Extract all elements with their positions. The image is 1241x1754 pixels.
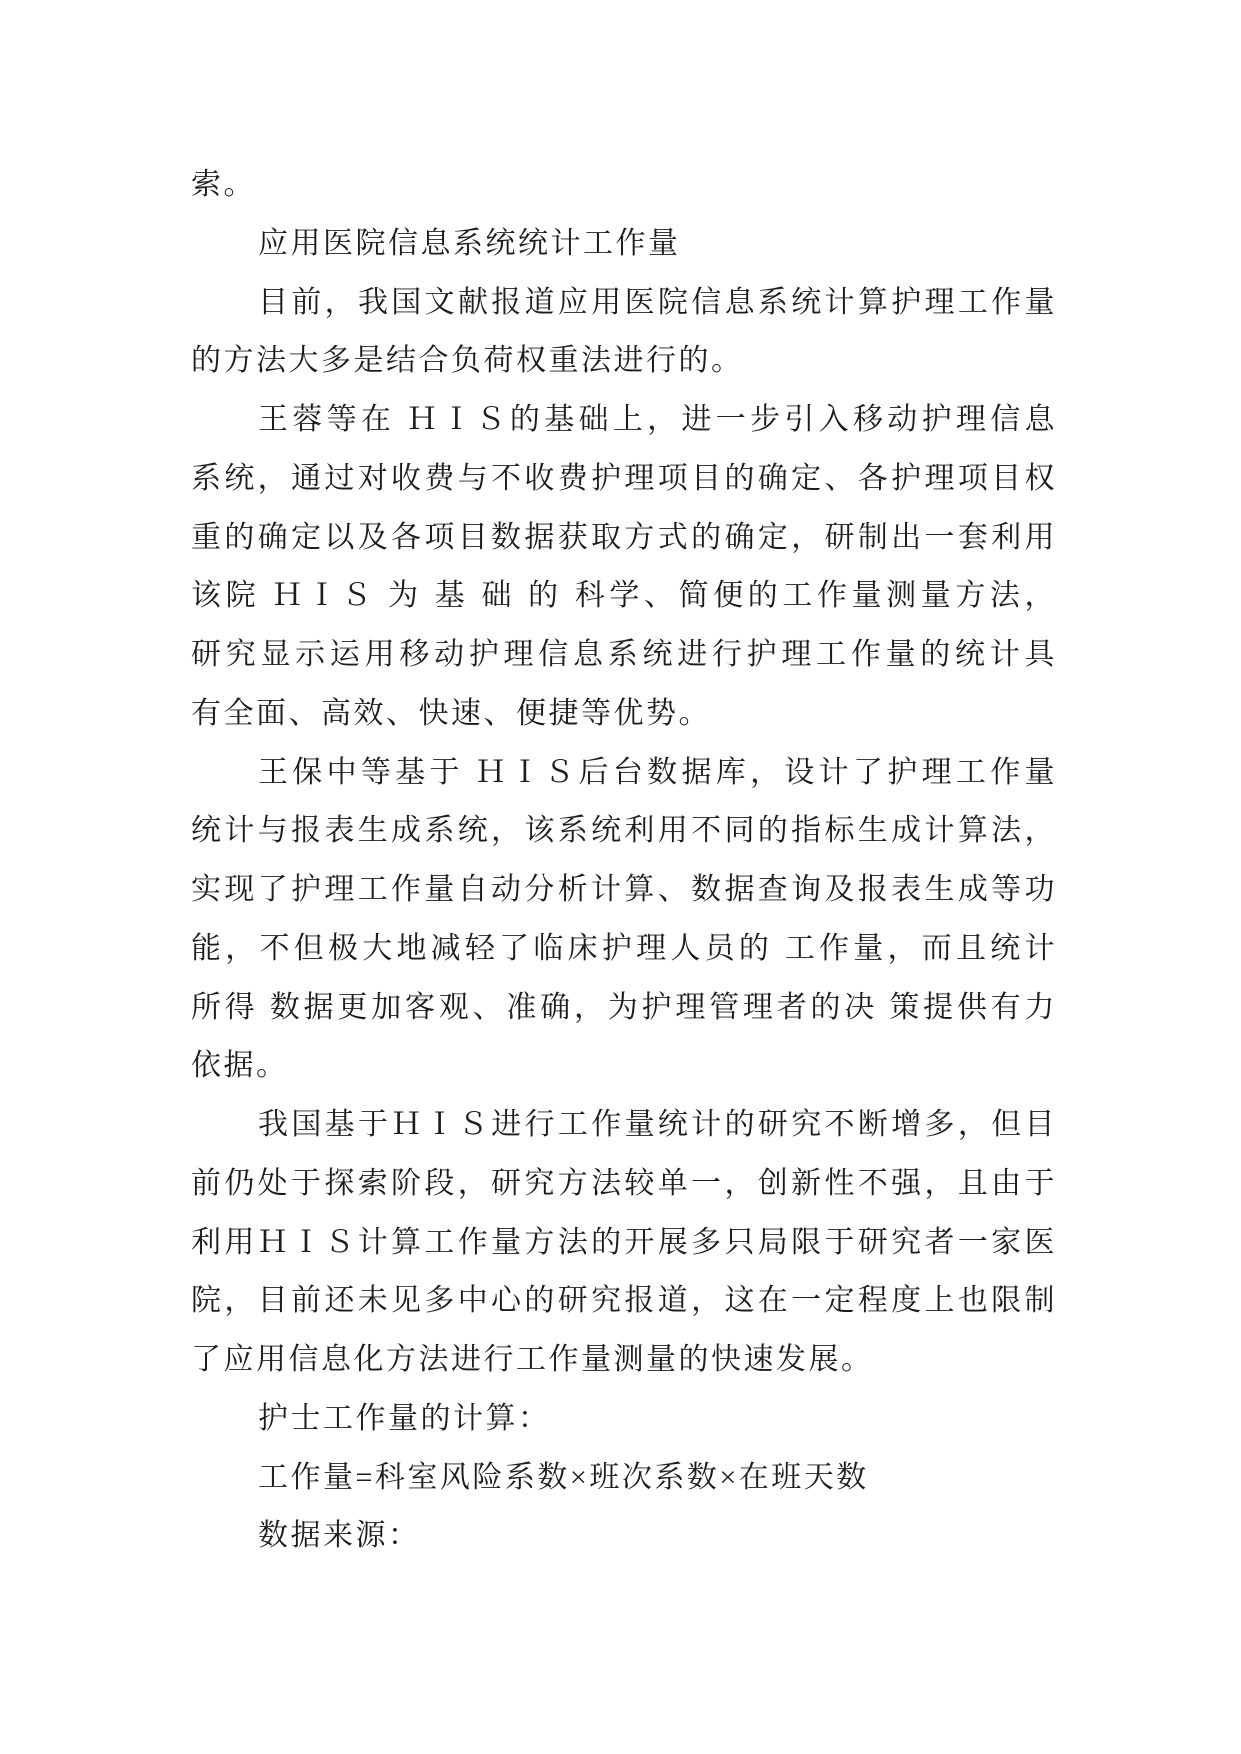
text-line: 索。	[191, 168, 256, 201]
text-line: 重的确定以及各项目数据获取方式的确定，研制出一套利用	[191, 520, 1057, 554]
document-page	[191, 156, 1057, 1566]
text-line: 统计与报表生成系统，该系统利用不同的指标生成计算法，	[191, 814, 1057, 848]
text-line: 该院 ＨＩＳ 为 基 础 的 科学、简便的工作量测量方法，	[191, 579, 1057, 613]
text-line: 系统，通过对收费与不收费护理项目的确定、各护理项目权	[191, 461, 1057, 495]
paragraph-continuation	[191, 156, 1057, 215]
text-line: 王保中等基于 ＨＩＳ后台数据库，设计了护理工作量	[258, 755, 1057, 789]
text-line: 所得 数据更加客观、准确，为护理管理者的决 策提供有力	[191, 990, 1057, 1024]
text-line: 有全面、高效、快速、便捷等优势。	[191, 696, 711, 730]
text-line: 院，目前还未见多中心的研究报道，这在一定程度上也限制	[191, 1284, 1057, 1318]
section-heading	[191, 215, 1057, 274]
text-line: 的方法大多是结合负荷权重法进行的。	[191, 344, 744, 378]
paragraph	[191, 1096, 1057, 1390]
text-line: 利用ＨＩＳ计算工作量方法的开展多只局限于研究者一家医	[191, 1225, 1057, 1259]
paragraph	[191, 391, 1057, 744]
text-line: 我国基于ＨＩＳ进行工作量统计的研究不断增多，但目	[258, 1108, 1057, 1141]
text-line: 研究显示运用移动护理信息系统进行护理工作量的统计具	[191, 638, 1057, 671]
text-line: 数据来源：	[258, 1519, 421, 1553]
text-line: 目前，我国文献报道应用医院信息系统计算护理工作量	[258, 285, 1057, 319]
text-line: 实现了护理工作量自动分析计算、数据查询及报表生成等功	[191, 873, 1057, 906]
text-line: 前仍处于探索阶段，研究方法较单一，创新性不强，且由于	[191, 1166, 1057, 1200]
text-line: 护士工作量的计算：	[258, 1401, 551, 1435]
text-line: 王蓉等在 ＨＩＳ的基础上，进一步引入移动护理信息	[258, 403, 1057, 436]
paragraph	[191, 1507, 1057, 1566]
heading-line: 应用医院信息系统统计工作量	[258, 226, 681, 260]
formula-line: 工作量=科室风险系数×班次系数×在班天数	[258, 1460, 869, 1494]
paragraph	[191, 274, 1057, 392]
text-line: 依据。	[191, 1049, 289, 1083]
text-line: 了应用信息化方法进行工作量测量的快速发展。	[191, 1343, 874, 1376]
text-line: 能，不但极大地减轻了临床护理人员的 工作量，而且统计	[191, 931, 1057, 965]
paragraph	[191, 1390, 1057, 1449]
paragraph	[191, 744, 1057, 1097]
formula	[191, 1449, 1057, 1508]
